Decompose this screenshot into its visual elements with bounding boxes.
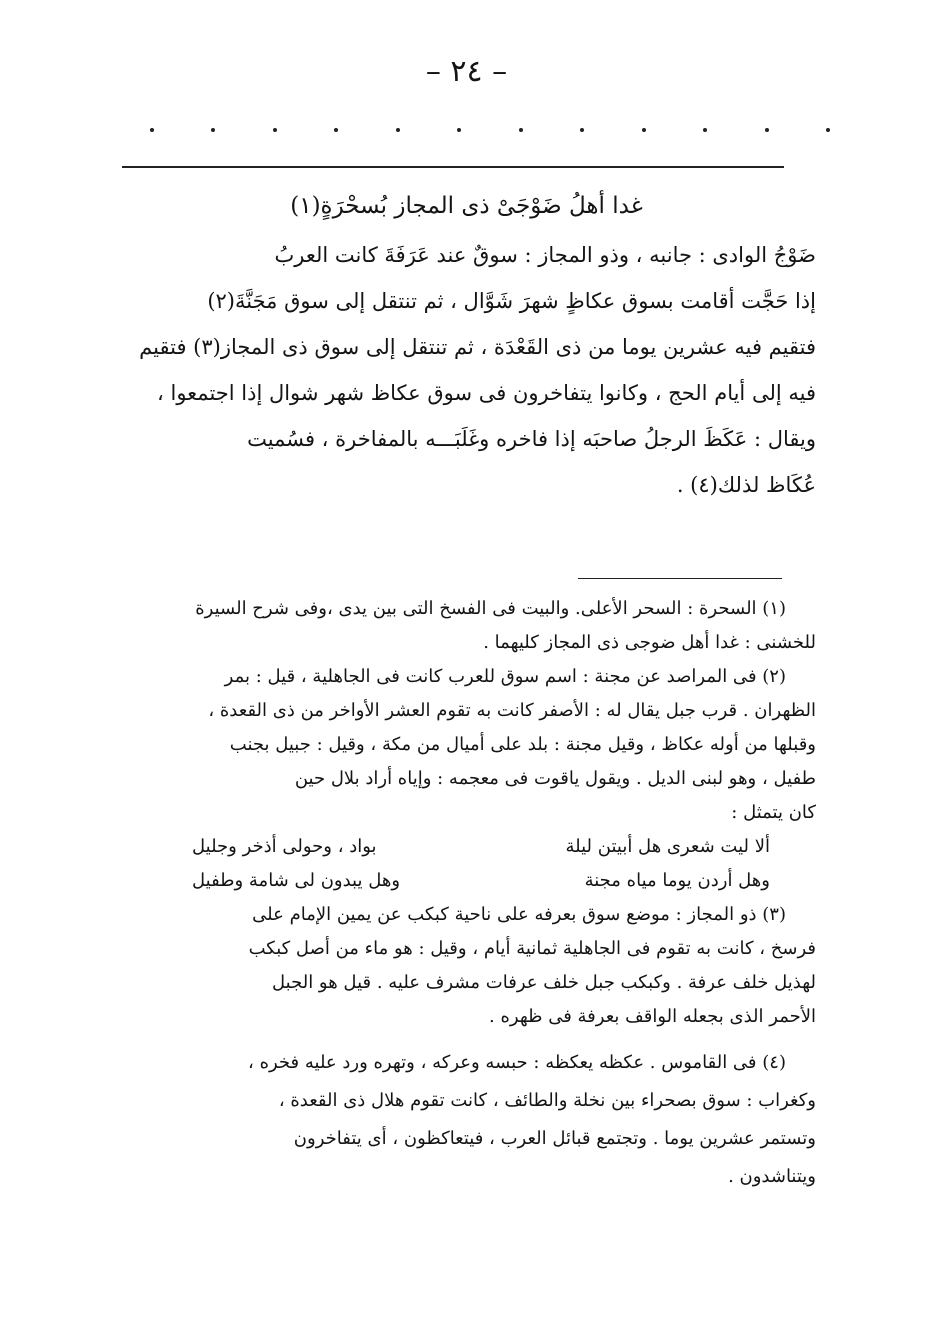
separator-dot — [826, 128, 830, 132]
separator-dot — [519, 128, 523, 132]
body-line: إذا حَجَّت أقامت بسوق عكاظٍ شهرَ شَوَّال ، ثم تنتقل إلى سوق مَجَنَّةَ(٢) — [207, 289, 816, 313]
body-line: عُكَاظ لذلك(٤) . — [676, 473, 816, 497]
separator-dot — [334, 128, 338, 132]
separator-dot — [211, 128, 215, 132]
page-number: – ٢٤ – — [425, 54, 508, 89]
footnote-line: وقبلها من أوله عكاظ ، وقيل مجنة : بلد على أميال من مكة ، وقيل : جبيل بجنب — [229, 734, 816, 755]
separator-dot — [150, 128, 154, 132]
footnote-line: للخشنى : غدا أهل ضوجى ذى المجاز كليهما . — [483, 632, 816, 653]
footnote-line: الظهران . قرب جبل يقال له : الأصفر كانت به تقوم العشر الأواخر من ذى القعدة ، — [208, 700, 816, 721]
footnote-line: لهذيل خلف عرفة . وكبكب جبل خلف عرفات مشرف عليه . قيل هو الجبل — [272, 972, 816, 993]
verse-title: غدا أهلُ ضَوْجَىْ ذى المجاز بُسحْرَةٍ(١) — [290, 193, 643, 219]
verse-hemistich-first: ألا ليت شعرى هل أبيتن ليلة — [565, 836, 770, 857]
verse-hemistich-first: وهل أردن يوما مياه مجنة — [584, 870, 770, 891]
footnote-line: كان يتمثل : — [731, 802, 816, 823]
footnote-rule — [578, 578, 782, 579]
dotted-separator — [150, 128, 830, 132]
separator-dot — [580, 128, 584, 132]
body-line: فيه إلى أيام الحج ، وكانوا يتفاخرون فى سوق عكاظ شهر شوال إذا اجتمعوا ، — [157, 381, 816, 405]
poem-verse — [192, 864, 770, 898]
footnote-line: فرسخ ، كانت به تقوم فى الجاهلية ثمانية أيام ، وقيل : هو ماء من أصل كبكب — [248, 938, 816, 959]
separator-dot — [642, 128, 646, 132]
footnote-1 — [124, 592, 816, 660]
top-rule — [122, 166, 784, 168]
footnote-line: (٢) فى المراصد عن مجنة : اسم سوق للعرب كانت فى الجاهلية ، قيل : بمر — [224, 666, 786, 687]
footnote-2 — [124, 660, 816, 898]
footnote-4 — [124, 1044, 816, 1196]
separator-dot — [457, 128, 461, 132]
poem-verse — [192, 830, 770, 864]
footnote-line: (٤) فى القاموس . عكظه يعكظه : حبسه وعركه ، وتهره ورد عليه فخره ، — [248, 1052, 786, 1073]
footnote-line: الأحمر الذى بجعله الواقف بعرفة فى ظهره . — [489, 1006, 816, 1027]
body-line: فتقيم فيه عشرين يوما من ذى القَعْدَة ، ثم تنتقل إلى سوق ذى المجاز(٣) فتقيم — [139, 335, 816, 359]
footnote-line: (١) السحرة : السحر الأعلى. والبيت فى الفسخ التى بين يدى ،وفى شرح السيرة — [195, 598, 786, 619]
footnote-line: وكغراب : سوق بصحراء بين نخلة والطائف ، كانت تقوم هلال ذى القعدة ، — [278, 1090, 816, 1111]
footnotes — [124, 592, 816, 1196]
separator-dot — [765, 128, 769, 132]
footnote-3 — [124, 898, 816, 1034]
footnote-line: وتستمر عشرين يوما . وتجتمع قبائل العرب ، فيتعاكظون ، أى يتفاخرون — [293, 1128, 816, 1149]
footnote-line: (٣) ذو المجاز : موضع سوق بعرفه على ناحية كبكب عن يمين الإمام على — [252, 904, 786, 925]
body-text — [116, 232, 816, 508]
separator-dot — [396, 128, 400, 132]
verse-hemistich-second: وهل يبدون لى شامة وطفيل — [192, 870, 401, 891]
verse-hemistich-second: بواد ، وحولى أذخر وجليل — [192, 836, 377, 857]
body-line: ويقال : عَكَظَ الرجلُ صاحبَه إذا فاخره وغَلَبَـــه بالمفاخرة ، فسُميت — [247, 427, 816, 451]
body-line: ضَوْجُ الوادى : جانبه ، وذو المجاز : سوقٌ عند عَرَفَةَ كانت العربُ — [274, 243, 816, 267]
footnote-line: ويتناشدون . — [728, 1166, 816, 1187]
footnote-line: طفيل ، وهو لبنى الديل . ويقول ياقوت فى معجمه : وإياه أراد بلال حين — [294, 768, 816, 789]
separator-dot — [273, 128, 277, 132]
separator-dot — [703, 128, 707, 132]
